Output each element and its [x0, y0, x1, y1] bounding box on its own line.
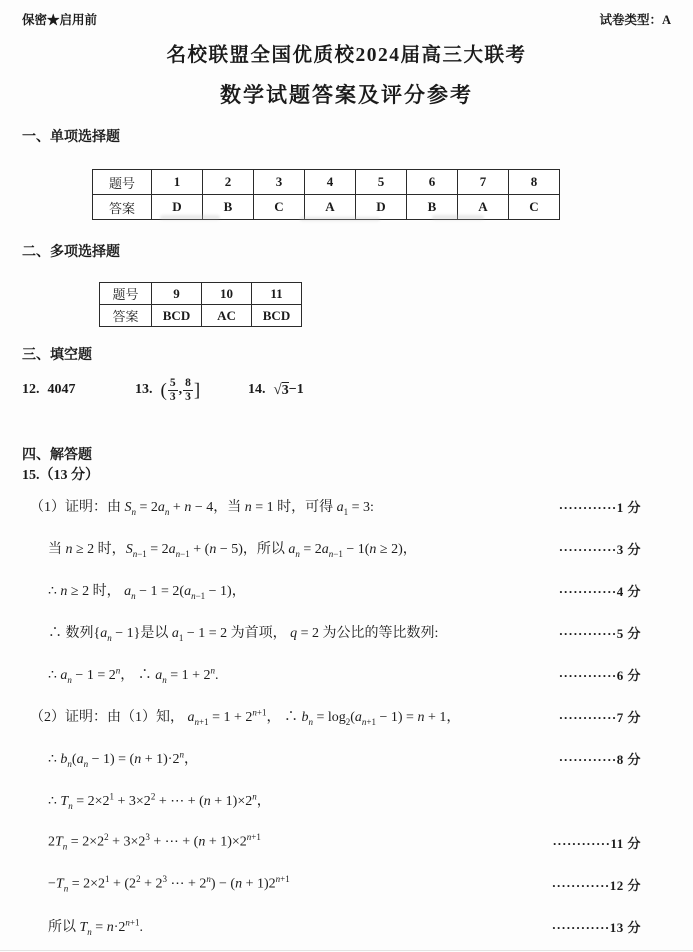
table-row: [100, 283, 302, 305]
solution-step-text: 当 n ≥ 2 时，$S_{n-1} = 2a_{n-1} + (n - 5)$，所以 $a_n = 2a_{n-1} - 1(n \ge 2)$，: [48, 541, 417, 559]
document-header: [22, 10, 671, 28]
question-number-cell: 7: [458, 170, 509, 195]
section-multi-choice-heading: 二、多项选择题: [22, 245, 120, 260]
score-marker: ············8 分: [558, 751, 641, 767]
solution-step: [22, 611, 641, 653]
score-marker: ············1 分: [558, 499, 641, 515]
scan-artifact: [160, 215, 220, 220]
question-number-cell: 10: [202, 283, 252, 305]
solution-step: [22, 527, 641, 569]
score-marker: ············12 分: [551, 877, 641, 893]
fraction: [183, 377, 193, 403]
answer-cell: A: [458, 195, 509, 220]
question-number-cell: 4: [305, 170, 356, 195]
score-marker: ············11 分: [552, 835, 641, 851]
answer-cell: BCD: [252, 305, 302, 327]
solution-step-text: ∴ $T_n = 2\times 2^1 + 3\times 2^2$ + ⋯ + $(n + 1)\times 2^n$，: [48, 790, 271, 811]
solution-step: [22, 695, 641, 737]
solution-step-text: （2）证明：由（1）知， $a_{n+1} = 1 + 2^{n+1}$， ∴ $b_n = \log_2(a_{n+1} - 1) = n + 1$，: [30, 706, 461, 727]
solution-step: [22, 905, 641, 947]
scan-artifact: [300, 217, 380, 221]
question-number-cell: 5: [356, 170, 407, 195]
solution-step-text: 所以 $T_n = n\cdot 2^{n+1}$.: [48, 916, 143, 937]
solution-step-text: ∴ $a_n - 1 = 2^n$， ∴ $a_n = 1 + 2^n$.: [48, 664, 219, 685]
fraction-denominator: 3: [169, 390, 176, 403]
interval-comma: ,: [178, 382, 183, 397]
fill-blank-answer-14: [248, 382, 304, 399]
answer-cell: AC: [202, 305, 252, 327]
single-choice-answer-table: [92, 169, 560, 220]
solution-step-text: ∴ 数列$\{a_n - 1\}$是以 $a_1 - 1 = 2$ 为首项， q = 2 为公比的等比数列:: [48, 625, 439, 643]
table-header-cell: 答案: [100, 305, 152, 327]
score-marker: ············6 分: [558, 667, 641, 683]
multi-choice-answer-table: [99, 282, 302, 327]
section-single-choice-heading: 一、单项选择题: [22, 130, 120, 145]
fill-blank-answer-13: [135, 377, 248, 403]
answer-cell: B: [203, 195, 254, 220]
fraction-numerator: 8: [185, 376, 191, 389]
score-marker: ············4 分: [558, 583, 641, 599]
solution-step-text: $2T_n = 2\times 2^2 + 3\times 2^3$ + ⋯ + $(n + 1)\times 2^{n+1}$: [48, 832, 261, 852]
scan-artifact: [432, 215, 484, 220]
section-fill-blank-heading: 三、填空题: [22, 348, 92, 363]
fill-blank-answer-12: [22, 382, 135, 398]
answer-value: 4047: [47, 382, 76, 397]
section-free-response-heading: 四、解答题: [22, 448, 92, 463]
fill-blank-answers: [22, 373, 671, 407]
question-15-solution: [22, 485, 671, 947]
question-number-cell: 6: [407, 170, 458, 195]
solution-step: [22, 821, 641, 863]
fraction-numerator: 5: [169, 376, 176, 389]
question-15-heading: 15.（13 分）: [22, 468, 99, 483]
score-marker: ············3 分: [558, 541, 641, 557]
answer-cell: D: [356, 195, 407, 220]
table-header-cell: 题号: [100, 283, 152, 305]
question-number: 14.: [248, 382, 266, 397]
table-header-cell: 答案: [93, 195, 152, 220]
radicand: 3: [281, 382, 289, 398]
fraction-denominator: 3: [185, 390, 191, 403]
question-number-cell: 1: [152, 170, 203, 195]
answer-value: −1: [288, 382, 304, 397]
solution-step-text: ∴ n ≥ 2 时， $a_n - 1 = 2(a_{n-1} - 1)$，: [48, 583, 246, 601]
solution-step-text: ∴ $b_n(a_n - 1) = (n + 1)\cdot 2^n$，: [48, 748, 198, 769]
solution-step: [22, 653, 641, 695]
interval-close-bracket: ]: [193, 379, 201, 401]
answer-cell: C: [254, 195, 305, 220]
question-number: 13.: [135, 382, 153, 397]
table-row: [100, 305, 302, 327]
score-marker: ············13 分: [551, 919, 641, 935]
question-number-cell: 11: [252, 283, 302, 305]
answer-cell: D: [152, 195, 203, 220]
answer-cell: BCD: [152, 305, 202, 327]
classification-label: 保密★启用前: [22, 13, 98, 27]
solution-step-text: （1）证明：由 $S_n = 2a_n + n - 4$，当 n = 1 时，可得 $a_1 = 3$:: [30, 499, 374, 517]
solution-step: [22, 779, 641, 821]
solution-step: [22, 863, 641, 905]
paper-type-label: 试卷类型：A: [599, 13, 671, 27]
interval-open-paren: (: [160, 379, 167, 401]
question-number-cell: 9: [152, 283, 202, 305]
document-title: 名校联盟全国优质校2024届高三大联考: [166, 45, 527, 66]
solution-step: [22, 569, 641, 611]
question-number: 12.: [22, 382, 40, 397]
answer-cell: A: [305, 195, 356, 220]
answer-cell: C: [509, 195, 560, 220]
score-marker: ············5 分: [558, 625, 641, 641]
question-number-cell: 8: [509, 170, 560, 195]
table-header-cell: 题号: [93, 170, 152, 195]
question-number-cell: 2: [203, 170, 254, 195]
answer-cell: B: [407, 195, 458, 220]
solution-step: [22, 485, 641, 527]
score-marker: ············7 分: [558, 709, 641, 725]
document-subtitle: 数学试题答案及评分参考: [220, 83, 473, 107]
radical-sign: √: [273, 381, 282, 398]
question-number-cell: 3: [254, 170, 305, 195]
solution-step-text: $-T_n = 2\times 2^1 + (2^2 + 2^3$ ⋯ + $2^n) - (n + 1)2^{n+1}$: [48, 874, 290, 894]
table-row: [93, 170, 560, 195]
fraction: [168, 377, 178, 403]
page-edge-line: [0, 950, 693, 951]
solution-step: [22, 737, 641, 779]
